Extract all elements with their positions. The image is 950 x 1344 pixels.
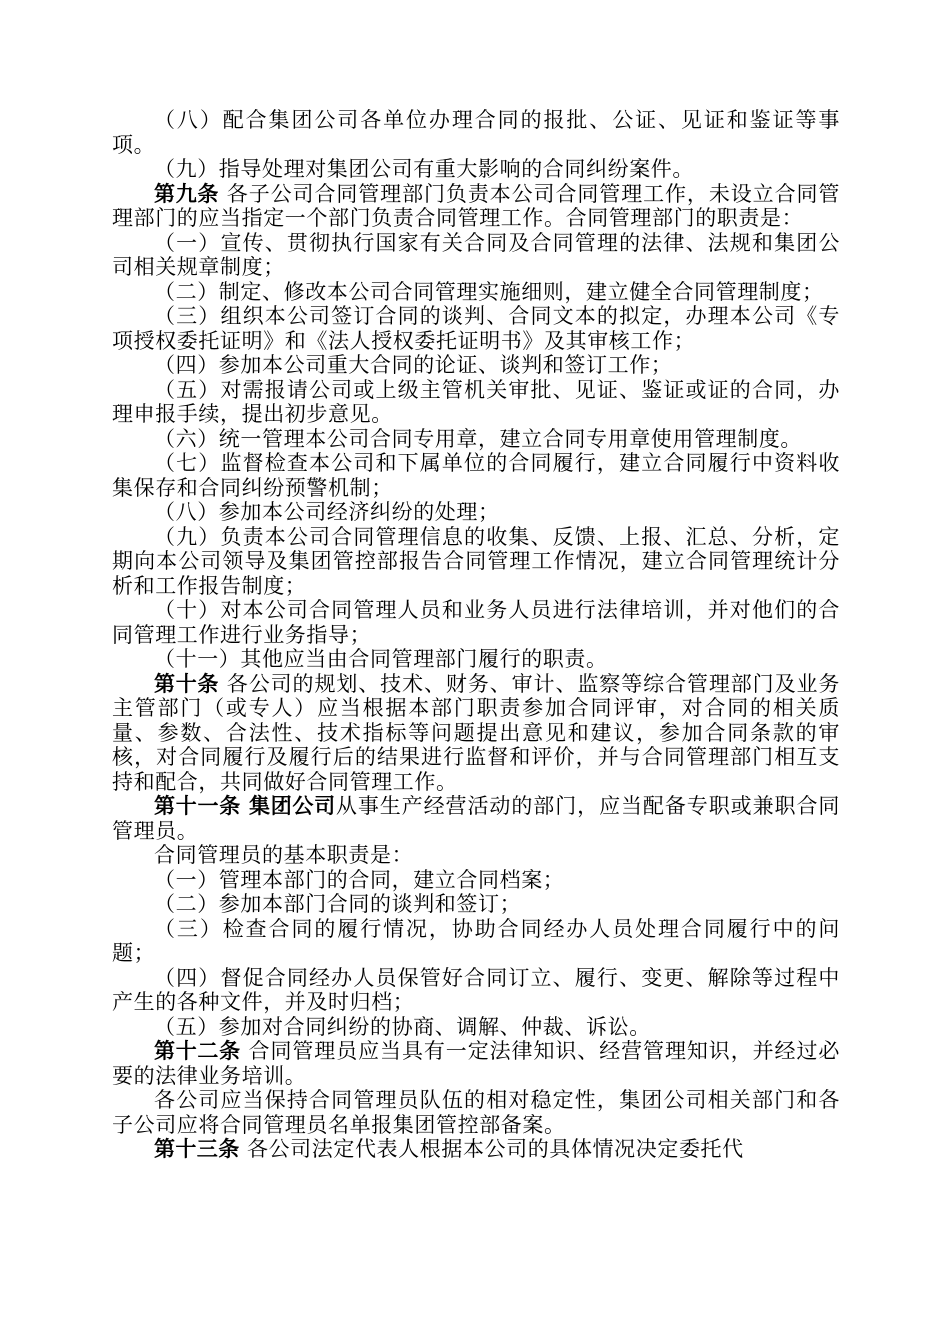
- paragraph-5: [112, 280, 840, 305]
- paragraph-text: （一）宣传、贯彻执行国家有关合同及合同管理的法律、法规和集团公司相关规章制度；: [112, 230, 840, 279]
- paragraph-7: [112, 353, 840, 378]
- paragraph-text: （二）制定、修改本公司合同管理实施细则，建立健全合同管理制度；: [154, 279, 824, 304]
- paragraph-21: [112, 966, 840, 1015]
- article-10: [112, 672, 840, 795]
- paragraph-2: [112, 157, 840, 182]
- article-13: [112, 1137, 840, 1162]
- document-page: [112, 108, 840, 1162]
- article-9: [112, 182, 840, 231]
- paragraph-text: （五）对需报请公司或上级主管机关审批、见证、鉴证或证的合同，办理申报手续，提出初步意见。: [112, 377, 840, 426]
- paragraph-10: [112, 451, 840, 500]
- paragraph-4: [112, 231, 840, 280]
- paragraph-17: [112, 843, 840, 868]
- article-heading: 第十一条 集团公司: [154, 794, 336, 818]
- paragraph-text: （四）参加本公司重大合同的论证、谈判和签订工作；: [154, 353, 673, 377]
- paragraph-20: [112, 917, 840, 966]
- article-heading: 第十二条: [154, 1039, 241, 1063]
- paragraph-text: （六）统一管理本公司合同专用章，建立合同专用章使用管理制度。: [154, 426, 802, 451]
- paragraph-1: [112, 108, 840, 157]
- paragraph-6: [112, 304, 840, 353]
- paragraph-text: 各公司法定代表人根据本公司的具体情况决定委托代: [246, 1137, 744, 1161]
- paragraph-14: [112, 647, 840, 672]
- paragraph-text: （八）配合集团公司各单位办理合同的报批、公证、见证和鉴证等事项。: [112, 108, 840, 157]
- paragraph-text: （九）负责本公司合同管理信息的收集、反馈、上报、汇总、分析，定期向本公司领导及集团管控部报告合同管理工作情况，建立合同管理统计分析和工作报告制度；: [112, 524, 840, 598]
- paragraph-24: [112, 1088, 840, 1137]
- article-11: [112, 794, 840, 843]
- paragraph-text: 合同管理员应当具有一定法律知识、经营管理知识，并经过必要的法律业务培训。: [112, 1039, 840, 1088]
- paragraph-text: （一）管理本部门的合同，建立合同档案；: [154, 867, 565, 892]
- article-12: [112, 1039, 840, 1088]
- paragraph-19: [112, 892, 840, 917]
- paragraph-8: [112, 378, 840, 427]
- article-heading: 第十条: [154, 671, 220, 696]
- paragraph-13: [112, 598, 840, 647]
- paragraph-text: （八）参加本公司经济纠纷的处理；: [154, 500, 500, 524]
- paragraph-text: 从事生产经营活动的部门，应当配备专职或兼职合同管理员。: [112, 794, 840, 843]
- paragraph-text: 各公司的规划、技术、财务、审计、监察等综合管理部门及业务主管部门（或专人）应当根据本部门职责参加合同评审，对合同的相关质量、参数、合法性、技术指标等问题提出意见和建议，参加合同条款的审核，对合同履行及履行后的结果进行监督和评价，并与合同管理部门相互支持和配合，共同做好合同管理工作。: [112, 671, 840, 794]
- paragraph-text: 各公司应当保持合同管理员队伍的相对稳定性，集团公司相关部门和各子公司应将合同管理员名单报集团管控部备案。: [112, 1088, 840, 1137]
- paragraph-11: [112, 500, 840, 525]
- paragraph-text: （二）参加本部门合同的谈判和签订；: [154, 892, 522, 916]
- paragraph-text: 各子公司合同管理部门负责本公司合同管理工作，未设立合同管理部门的应当指定一个部门负责合同管理工作。合同管理部门的职责是：: [112, 181, 840, 230]
- paragraph-9: [112, 427, 840, 452]
- paragraph-text: （三）组织本公司签订合同的谈判、合同文本的拟定，办理本公司《专项授权委托证明》和《法人授权委托证明书》及其审核工作；: [112, 304, 840, 353]
- article-heading: 第九条: [154, 181, 220, 206]
- paragraph-text: （四）督促合同经办人员保管好合同订立、履行、变更、解除等过程中产生的各种文件，并及时归档；: [112, 965, 840, 1014]
- paragraph-18: [112, 868, 840, 893]
- paragraph-22: [112, 1015, 840, 1040]
- paragraph-text: （三）检查合同的履行情况，协助合同经办人员处理合同履行中的问题；: [112, 916, 840, 965]
- paragraph-text: （十）对本公司合同管理人员和业务人员进行法律培训，并对他们的合同管理工作进行业务指导；: [112, 598, 840, 647]
- article-heading: 第十三条: [154, 1137, 240, 1161]
- paragraph-text: （九）指导处理对集团公司有重大影响的合同纠纷案件。: [154, 157, 694, 181]
- paragraph-text: （十一）其他应当由合同管理部门履行的职责。: [154, 647, 608, 671]
- paragraph-12: [112, 525, 840, 599]
- paragraph-text: 合同管理员的基本职责是：: [154, 843, 414, 867]
- paragraph-text: （七）监督检查本公司和下属单位的合同履行，建立合同履行中资料收集保存和合同纠纷预警机制；: [112, 451, 840, 500]
- paragraph-text: （五）参加对合同纠纷的协商、调解、仲裁、诉讼。: [154, 1014, 651, 1039]
